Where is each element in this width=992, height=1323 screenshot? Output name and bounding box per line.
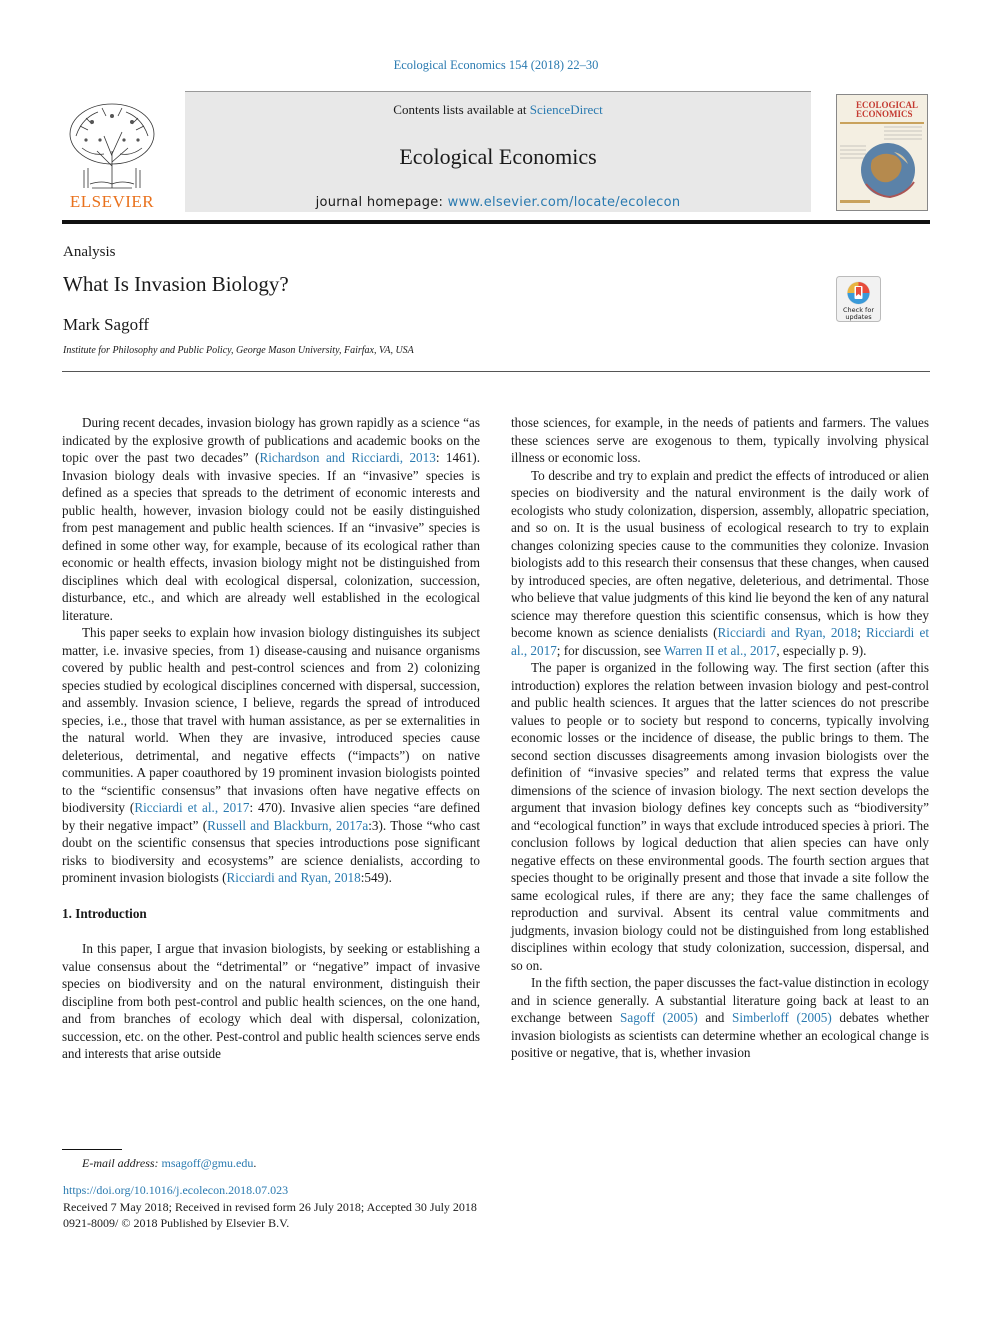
paragraph: During recent decades, invasion biology has grown rapidly as a science “as indicated by the explosive growth of publications and academic books on the topic over the past two decades” (Richardson and Ricciardi, 2013: 1461). Invasion biology deals with invasive species. If an “invasive” species is defined as a species that spreads to the detriment of economic interests and public health, however, invasion biology could not be easily distinguished from pest management and public health sciences. If an “invasive” species is defined in some other way, for example, because of its ecological rather than economic or health effects, invasion biology might not be distinguished from disciplines which deal with ecological dispersal, colonization, succession, disturbance, etc., and which are already well established in the ecological literature. — [62, 415, 480, 623]
article-section-label: Analysis — [63, 244, 116, 260]
citation-link[interactable]: Ricciardi and Ryan, 2018 — [226, 870, 361, 885]
email-link[interactable]: msagoff@gmu.edu — [161, 1156, 254, 1170]
journal-banner — [185, 91, 811, 212]
copyright-line: 0921-8009/ © 2018 Published by Elsevier B.V. — [63, 1216, 290, 1230]
citation-link[interactable]: Ricciardi et al., 2017 — [134, 800, 250, 815]
paragraph: To describe and try to explain and predict the effects of introduced or alien species on biodiversity and the natural environment is the daily work of ecologists who study colonization, dispersion, assembly, allopatric speciation, and so on. It is the usual business of ecological research to try to explain changes colonizing species cause to the communities they colonize. Invasion biologists add to this research their consensus that these changes, when caused by introduced species, are often negative, deleterious, and detrimental. Those who believe that value judgments of this kind lie beyond the ken of any natural science may therefore question this scientific consensus, which is how they become known as science denialists (Ricciardi and Ryan, 2018; Ricciardi et al., 2017; for discussion, see Warren II et al., 2017, especially p. 9). — [511, 467, 929, 658]
citation-link[interactable]: Simberloff (2005) — [732, 1010, 832, 1025]
contents-prefix: Contents lists available at — [393, 102, 530, 117]
section-heading-introduction: 1. Introduction — [62, 905, 147, 921]
paragraph: those sciences, for example, in the needs of patients and farmers. The values these sciences serve are exogenous to them, typically involving physical illness or economic loss. — [511, 415, 929, 465]
email-footnote: E-mail address: msagoff@gmu.edu. — [82, 1156, 257, 1170]
body-column-left — [62, 414, 480, 1063]
received-dates: Received 7 May 2018; Received in revised form 26 July 2018; Accepted 30 July 2018 — [63, 1200, 477, 1214]
author-affiliation: Institute for Philosophy and Public Policy, George Mason University, Fairfax, VA, USA — [63, 345, 414, 356]
author-name[interactable]: Mark Sagoff — [63, 315, 150, 334]
email-label: E-mail address: — [82, 1156, 159, 1170]
body-column-right — [511, 414, 929, 1062]
elsevier-wordmark: ELSEVIER — [69, 192, 155, 211]
citation-link[interactable]: Richardson and Ricciardi, 2013 — [259, 450, 436, 465]
homepage-prefix: journal homepage: — [315, 195, 448, 210]
doi-link[interactable]: https://doi.org/10.1016/j.ecolecon.2018.07.023 — [63, 1183, 289, 1197]
citation-link[interactable]: Ricciardi et al., 2017 — [511, 625, 929, 658]
citation-link[interactable]: Sagoff (2005) — [620, 1010, 698, 1025]
homepage-link[interactable]: www.elsevier.com/locate/ecolecon — [447, 195, 681, 210]
paragraph: In this paper, I argue that invasion biologists, by seeking or establishing a value consensus about the “detrimental” or “negative” impact of invasive species on biodiversity and on the natural environment, distinguish their discipline from both pest-control and public health sciences, on the one hand, and from branches of ecology which deal with dispersal, colonization, succession, etc. on the other. Pest-control and public health sciences serve ends and interests that arise outside — [62, 941, 480, 1061]
citation-link[interactable]: Warren II et al., 2017 — [663, 642, 777, 658]
journal-reference[interactable]: Ecological Economics 154 (2018) 22–30 — [393, 58, 599, 72]
sciencedirect-link[interactable]: ScienceDirect — [529, 102, 603, 117]
cover-title-line-1: ECOLOGICAL — [856, 100, 919, 110]
citation-link[interactable]: Ricciardi and Ryan, 2018 — [717, 625, 858, 640]
journal-title[interactable]: Ecological Economics — [399, 144, 597, 169]
header-rule — [62, 220, 930, 224]
homepage-line — [185, 195, 811, 210]
crossmark-text-1: Check for — [843, 306, 874, 314]
paragraph: In the fifth section, the paper discusses the fact-value distinction in ecology and in science generally. A substantial literature going back at least to an exchange between Sagoff (2005) and Simberloff (2005) debates whether invasion biologists as scientists can determine whether an ecological change is positive or negative, that is, whether invasion — [511, 975, 929, 1060]
citation-link[interactable]: Russell and Blackburn, 2017a — [207, 817, 369, 833]
crossmark-text-2: updates — [845, 313, 872, 321]
article-title: What Is Invasion Biology? — [63, 272, 289, 296]
cover-title-line-2: ECONOMICS — [856, 109, 913, 119]
elsevier-logo[interactable] — [62, 96, 162, 212]
journal-cover-thumbnail[interactable] — [836, 94, 928, 211]
title-block-rule — [62, 371, 930, 372]
check-for-updates-badge[interactable] — [836, 276, 881, 322]
paragraph: This paper seeks to explain how invasion biology distinguishes its subject matter, i.e. invasive species, from 1) disease-causing and nuisance organisms covered by public health and pest-control sciences and from 2) colonizing species studied by ecological disciplines concerned with dispersal, succession, and assembly. Invasion science, I believe, regards the spread of introduced species, i.e., those that travel with human assistance, as per se externalities in the natural world. When they are invasive, introduced species cause deleterious, detrimental, and negative effects (“impacts”) on native communities. A paper coauthored by 19 prominent invasion biologists pointed to the “scientific consensus” that invasions often have negative effects on biodiversity (Ricciardi et al., 2017: 470). Invasive alien species “are defined by their negative impact” (Russell and Blackburn, 2017a:3). Those “who cast doubt on the scientific consensus that species introductions pose significant risks to biodiversity and ecosystems” are science denialists, according to prominent invasion biologists (Ricciardi and Ryan, 2018:549). — [62, 625, 480, 885]
footnote-rule — [62, 1149, 122, 1150]
paragraph: The paper is organized in the following way. The first section (after this introduction) explores the relation between invasion biology and pest-control and public health sciences. It argues that the latter sciences do not prescribe values to people or to society but respond to concerns, typically involving economic losses or the incidence of disease, the public brings to them. The second section discusses disagreements among invasion biologists over the definition of “invasive species” and related terms that express the value dimensions of the science of invasion biology. The next section develops the argument that invasion biology defines key concepts such as “biodiversity” and “ecological function” in ways that exclude introduced species à priori. The conclusion follows by logical deduction that alien species can have only negative effects on these environmental goods. The fourth section argues that species thought to be originally present and those that invade a site follow the same ecological rules, if there are any; they face the same challenges of reproduction and survival. Absent its central value commitments and judgments, invasion biology could not be distinguished from long established disciplines within ecology that study colonization, succession, dispersal, and so on. — [511, 660, 929, 973]
contents-line — [185, 102, 811, 118]
